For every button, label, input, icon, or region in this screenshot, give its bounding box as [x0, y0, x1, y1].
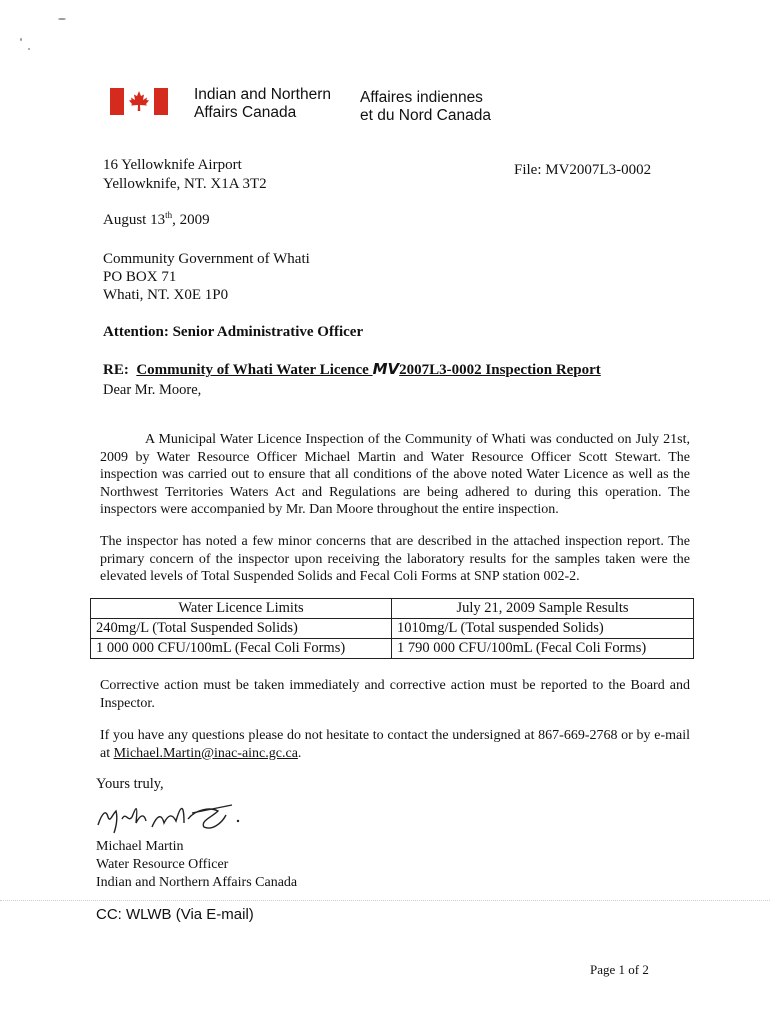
scan-speck	[28, 48, 30, 50]
scan-speck	[58, 18, 66, 20]
date-suffix: th	[165, 210, 173, 220]
recipient-line: PO BOX 71	[103, 269, 177, 285]
handwritten-correction	[373, 360, 400, 379]
signer-title: Water Resource Officer	[96, 857, 229, 872]
department-line: Affairs Canada	[194, 104, 297, 121]
contact-end: .	[297, 745, 302, 761]
date-day: August 13	[103, 212, 166, 228]
address-line: 16 Yellowknife Airport	[103, 157, 242, 173]
table-header: July 21, 2009 Sample Results	[392, 599, 694, 619]
signer-block	[96, 838, 297, 892]
table-cell: 1010mg/L (Total suspended Solids)	[392, 619, 694, 639]
cc-line: CC: WLWB (Via E-mail)	[96, 906, 254, 923]
address-line: Yellowknife, NT. X1A 3T2	[103, 176, 267, 192]
email-link[interactable]: Michael.Martin@inac-ainc.gc.ca	[113, 745, 298, 761]
limits-results-table	[90, 598, 694, 659]
signer-name: Michael Martin	[96, 839, 184, 854]
table-row	[91, 619, 694, 639]
salutation: Dear Mr. Moore,	[103, 382, 202, 398]
recipient-address	[103, 250, 310, 304]
department-line: Affaires indiennes	[360, 89, 483, 106]
re-prefix: RE:	[103, 362, 129, 378]
sender-address	[103, 156, 267, 194]
department-name-english	[194, 86, 331, 122]
canada-flag-logo	[110, 88, 168, 115]
date-rest: , 2009	[172, 212, 210, 228]
paragraph-concerns: The inspector has noted a few minor concerns that are described in the attached inspection report. The primary concern of the inspector upon receiving the laboratory results for the samples taken were the elevated levels of Total Suspended Solids and Fecal Coli Forms at SNP station 002-2.	[100, 534, 690, 584]
re-subject-end: 2007L3-0002 Inspection Report	[399, 362, 601, 378]
recipient-line: Whati, NT. X0E 1P0	[103, 287, 229, 303]
subject-line	[103, 360, 601, 379]
divider	[0, 900, 770, 901]
table-header: Water Licence Limits	[91, 599, 392, 619]
handwritten-text: MV	[372, 360, 400, 378]
paragraph-corrective-action: Corrective action must be taken immediately and corrective action must be reported to the Board and Inspector.	[100, 678, 690, 711]
letter-date	[103, 212, 210, 229]
closing: Yours truly,	[96, 776, 164, 792]
file-reference: File: MV2007L3-0002	[514, 162, 652, 178]
paragraph-inspection: A Municipal Water Licence Inspection of the Community of Whati was conducted on July 21st, 2009 by Water Resource Officer Michael Martin and Water Resource Officer Scott Stewart. The inspection was carried out to ensure that all conditions of the above noted Water Licence as well as the Northwest Territories Waters Act and Regulations are being adhered to during this operation. The inspectors were accompanied by Mr. Dan Moore throughout the entire inspection.	[100, 432, 690, 517]
recipient-line: Community Government of Whati	[103, 251, 310, 267]
re-subject-start: Community of Whati Water Licence	[136, 362, 373, 378]
table-header-row	[91, 599, 694, 619]
department-name-french	[360, 89, 491, 125]
signer-organization: Indian and Northern Affairs Canada	[96, 875, 298, 890]
table-row	[91, 639, 694, 659]
department-line: Indian and Northern	[194, 86, 332, 103]
paragraph-contact	[100, 727, 690, 762]
table-cell: 1 790 000 CFU/100mL (Fecal Coli Forms)	[392, 639, 694, 659]
attention-line: Attention: Senior Administrative Officer	[103, 324, 364, 340]
department-line: et du Nord Canada	[360, 107, 491, 124]
table-cell: 240mg/L (Total Suspended Solids)	[91, 619, 392, 639]
handwritten-signature	[92, 793, 252, 838]
page-number: Page 1 of 2	[590, 962, 649, 977]
scan-speck	[20, 38, 22, 41]
table-cell: 1 000 000 CFU/100mL (Fecal Coli Forms)	[91, 639, 392, 659]
re-subject	[136, 362, 600, 378]
contact-text: If you have any questions please do not hesitate to contact the undersigned at 867-669-2768 or by e-mail at	[100, 728, 690, 761]
